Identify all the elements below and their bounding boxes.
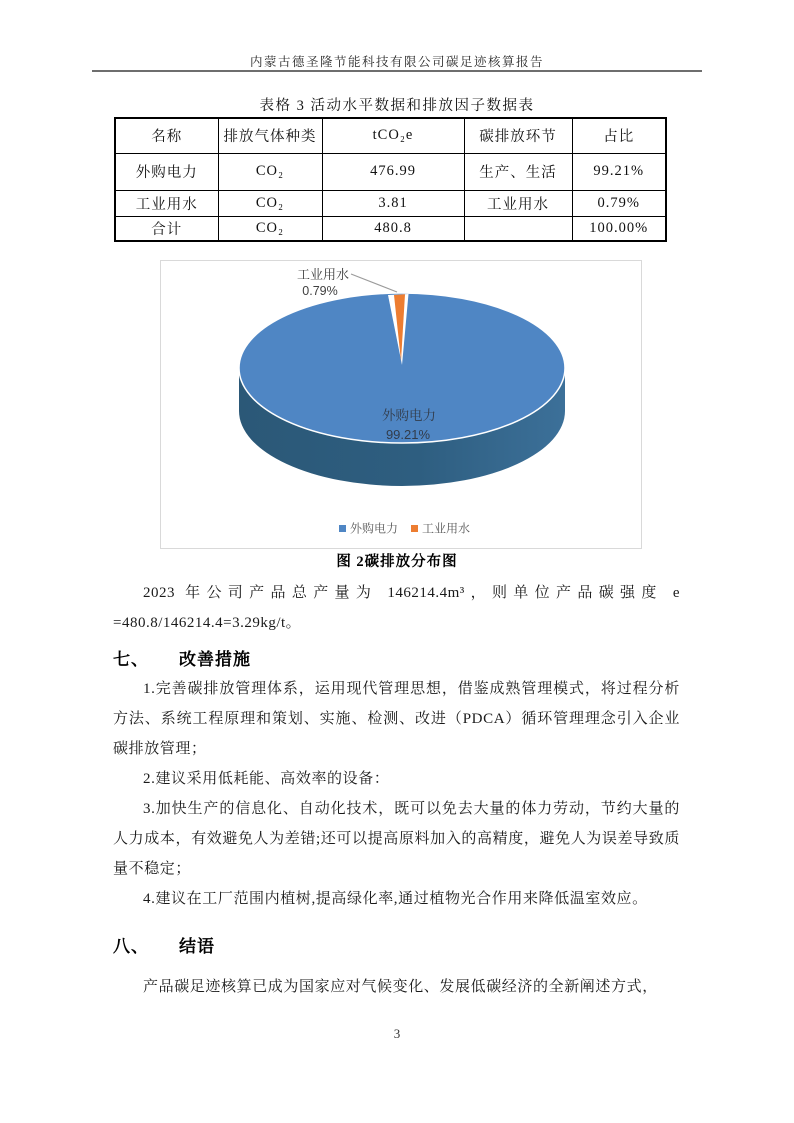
table-caption: 表格 3 活动水平数据和排放因子数据表 — [259, 98, 535, 114]
table-header-cell: tCO₂e — [322, 118, 464, 153]
improvement-item: 3.加快生产的信息化、自动化技术，既可以免去大量的体力劳动，节约大量的人力成本，有效避免人为差错;还可以提高原料加入的高精度，避免人为误差导致质量不稳定； — [113, 801, 680, 877]
table-cell — [464, 216, 572, 241]
table-header-cell: 排放气体种类 — [218, 118, 322, 153]
table-cell: 工业用水 — [115, 190, 218, 216]
legend-label-water: 工业用水 — [422, 521, 471, 536]
improvement-item: 4.建议在工厂范围内植树,提高绿化率,通过植物光合作用来降低温室效应。 — [143, 891, 648, 907]
legend-swatch-water — [411, 525, 418, 532]
section-title: 改善措施 — [179, 650, 251, 669]
table-header-cell: 名称 — [115, 118, 218, 153]
table-cell: 生产、生活 — [464, 153, 572, 190]
table-cell: CO₂ — [218, 190, 322, 216]
page-header-title: 内蒙古德圣隆节能科技有限公司碳足迹核算报告 — [249, 55, 544, 69]
section-title: 结语 — [179, 937, 215, 956]
table-cell: 合计 — [115, 216, 218, 241]
water-slice-label: 工业用水 — [296, 267, 350, 282]
legend-swatch-electricity — [339, 525, 346, 532]
water-slice-pct: 0.79% — [302, 284, 338, 298]
table-cell: 476.99 — [322, 153, 464, 190]
carbon-intensity-paragraph — [113, 578, 680, 638]
table-cell: 外购电力 — [115, 153, 218, 190]
table-row — [115, 153, 666, 190]
table-cell: 480.8 — [322, 216, 464, 241]
improvement-item: 1.完善碳排放管理体系，运用现代管理思想，借鉴成熟管理模式，将过程分析方法、系统工程原理和策划、实施、检测、改进（PDCA）循环管理理念引入企业碳排放管理； — [113, 681, 680, 757]
section-number: 七、 — [113, 650, 149, 669]
page-number: 3 — [393, 1026, 401, 1041]
table-cell: 99.21% — [572, 153, 666, 190]
section-heading-improvement — [113, 645, 251, 670]
table-cell: 100.00% — [572, 216, 666, 241]
chart-caption: 图 2碳排放分布图 — [336, 554, 458, 570]
table-row — [115, 190, 666, 216]
improvement-item: 2.建议采用低耗能、高效率的设备： — [143, 771, 390, 787]
electricity-slice-label: 外购电力 — [382, 408, 436, 423]
electricity-slice-pct: 99.21% — [385, 427, 431, 442]
pie-chart-frame — [160, 260, 642, 549]
table-cell: 0.79% — [572, 190, 666, 216]
header-divider-line — [92, 70, 702, 72]
section-heading-conclusion — [113, 932, 215, 957]
table-cell: 3.81 — [322, 190, 464, 216]
section-number: 八、 — [113, 937, 149, 956]
label-leader-line — [351, 274, 397, 292]
paragraph-line: 2023 年公司产品总产量为 146214.4m³，则单位产品碳强度 e — [143, 585, 680, 601]
paragraph-line: =480.8/146214.4=3.29kg/t。 — [113, 615, 302, 631]
table-cell: 工业用水 — [464, 190, 572, 216]
table-header-cell: 占比 — [572, 118, 666, 153]
conclusion-paragraph: 产品碳足迹核算已成为国家应对气候变化、发展低碳经济的全新阐述方式， — [143, 979, 658, 995]
emission-data-table — [114, 117, 667, 242]
table-cell: CO₂ — [218, 216, 322, 241]
table-header-cell: 碳排放环节 — [464, 118, 572, 153]
legend-label-electricity: 外购电力 — [350, 521, 399, 536]
table-cell: CO₂ — [218, 153, 322, 190]
improvement-items — [113, 674, 680, 914]
table-total-row — [115, 216, 666, 241]
pie-chart — [161, 261, 641, 548]
table-header-row — [115, 118, 666, 153]
